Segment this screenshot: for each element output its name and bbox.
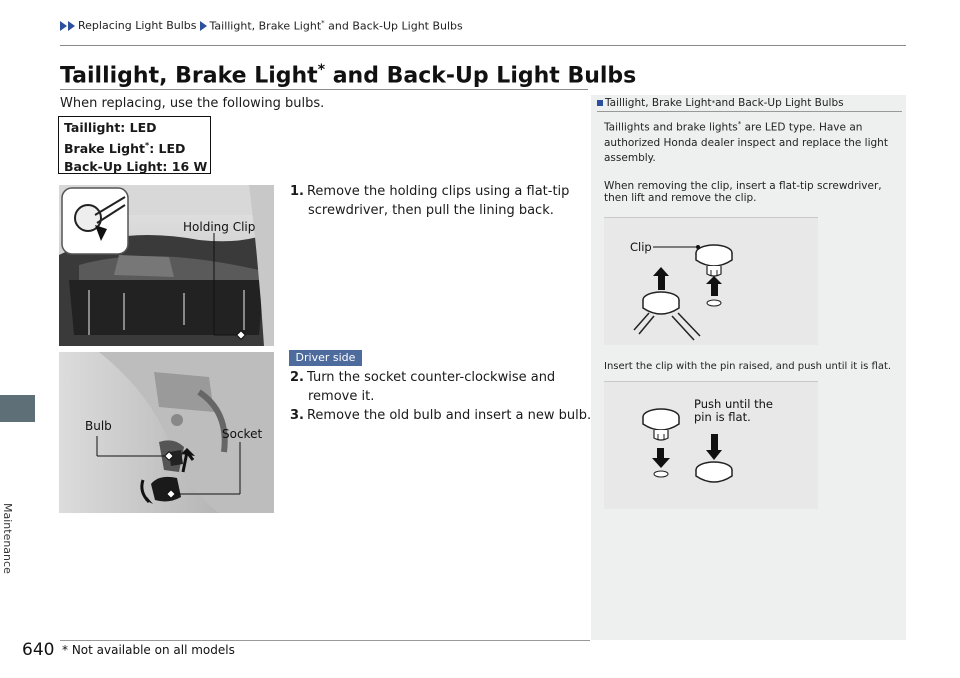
page-title [60,62,636,88]
title-divider [60,89,588,90]
note-square-icon [597,100,603,106]
footer-divider [60,640,590,641]
sidebar-heading-text-end: and Back-Up Light Bulbs [715,97,844,109]
breadcrumb-arrow-icon [68,21,75,31]
section-label: Maintenance [1,503,14,574]
step-1-text-cont: screwdriver, then pull the lining back. [308,203,554,218]
brake-light-value: : LED [149,141,186,157]
page-number: 640 [22,640,55,660]
led-note-asterisk: * [737,120,742,128]
step-2-text-cont: remove it. [308,389,375,404]
sidebar-divider [597,111,902,112]
push-instruction-label [694,398,773,424]
breadcrumb-asterisk: * [321,19,325,27]
section-tab[interactable] [0,395,35,422]
sidebar-led-note [604,117,899,166]
bulb-spec-brake-light [64,137,205,158]
led-note-line-2: authorized Honda dealer inspect and replace the light [604,136,888,149]
footnote: * Not available on all models [62,643,235,657]
driver-side-badge: Driver side [289,350,362,366]
socket-label: Socket [222,427,263,441]
removal-note-line-1: When removing the clip, insert a flat-tip screwdriver, [604,180,882,192]
sidebar-removal-note [604,180,899,204]
brake-light-text: Brake Light [64,141,146,157]
bulb-spec-taillight: Taillight: LED [64,120,157,135]
clip-removal-illustration [604,218,818,346]
push-label-line-2: pin is flat. [694,410,751,424]
intro-text: When replacing, use the following bulbs. [60,96,325,111]
step-1-text: Remove the holding clips using a flat-tip [306,184,570,199]
breadcrumb-current-text-end: and Back-Up Light Bulbs [324,19,463,33]
sidebar-heading-asterisk: * [711,99,716,107]
brake-light-asterisk: * [145,141,150,150]
step-2 [290,368,555,406]
step-3 [290,406,591,425]
led-note-text: Taillights and brake lights [604,121,738,134]
push-label-line-1: Push until the [694,397,773,411]
clip-removal-diagram [604,217,818,345]
led-note-line-3: assembly. [604,151,656,164]
bulb-label: Bulb [85,419,112,433]
step-3-number: 3. [290,408,304,423]
breadcrumb-item-current [210,19,463,33]
bulb-spec-backup-light: Back-Up Light: 16 W [64,159,208,175]
breadcrumb-current-text: Taillight, Brake Light [209,19,322,33]
clip-label: Clip [630,240,652,254]
sidebar-insert-note: Insert the clip with the pin raised, and push until it is flat. [604,361,892,372]
step-2-text: Turn the socket counter-clockwise and [306,370,556,385]
title-text-end: and Back-Up Light Bulbs [325,63,637,89]
title-asterisk: * [317,62,326,78]
step-2-number: 2. [290,370,304,385]
trunk-lining-illustration [59,185,274,346]
breadcrumb [60,19,463,33]
led-note-text-cont: are LED type. Have an [741,121,863,134]
sidebar-heading-text: Taillight, Brake Light [605,97,712,109]
removal-note-line-2: then lift and remove the clip. [604,192,757,204]
holding-clip-label: Holding Clip [183,220,256,234]
step-1 [290,182,569,220]
step-1-number: 1. [290,184,304,199]
breadcrumb-arrow-icon [60,21,67,31]
breadcrumb-arrow-icon [200,21,207,31]
bulb-spec-box [58,116,211,174]
sidebar-heading [597,97,844,109]
header-divider [60,45,906,46]
breadcrumb-item-replacing-bulbs[interactable]: Replacing Light Bulbs [78,19,197,33]
title-text: Taillight, Brake Light [60,63,318,89]
trunk-lining-photo [59,185,274,346]
step-3-text: Remove the old bulb and insert a new bulb. [306,408,592,423]
